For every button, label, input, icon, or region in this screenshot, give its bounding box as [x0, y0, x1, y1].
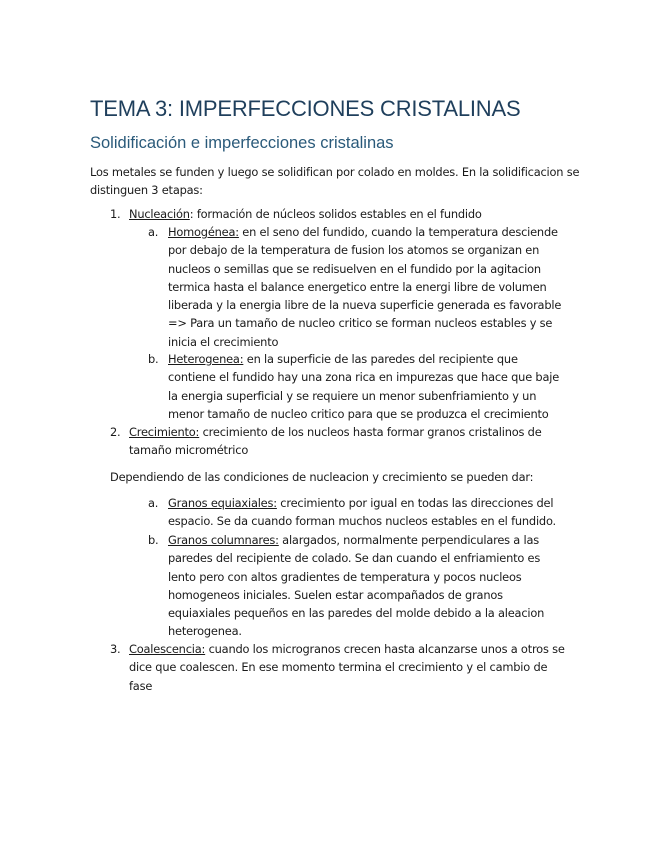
sublist-item-heterogenea: [148, 350, 568, 423]
conditions-paragraph: Dependiendo de las condiciones de nucleacion y crecimiento se pueden dar:: [110, 470, 534, 484]
list-item-nucleacion: [110, 205, 569, 223]
list-item-crecimiento: [110, 423, 569, 460]
intro-paragraph: Los metales se funden y luego se solidifican por colado en moldes. En la solidificacion se distinguen 3 etapas:: [90, 165, 580, 198]
list-letter: b.: [148, 352, 159, 366]
page-title: TEMA 3: IMPERFECCIONES CRISTALINAS: [90, 96, 521, 121]
term-nucleacion: Nucleación: [129, 207, 190, 221]
term-granos-columnares: Granos columnares:: [168, 533, 279, 547]
sublist-item-homogenea: [148, 223, 568, 351]
list-letter: a.: [148, 496, 159, 510]
grain-item-equiaxiales: [148, 494, 568, 531]
definition-granos-equiaxiales: crecimiento por igual en todas las direcciones del espacio. Se da cuando forman muchos nucleos estables en el fundido.: [168, 496, 556, 529]
grain-item-columnares: [148, 531, 568, 641]
term-crecimiento: Crecimiento:: [129, 425, 200, 439]
list-letter: b.: [148, 533, 159, 547]
term-homogenea: Homogénea:: [168, 225, 239, 239]
list-item-coalescencia: [110, 640, 569, 695]
definition-nucleacion: : formación de núcleos solidos estables en el fundido: [189, 207, 482, 221]
list-number: 3.: [110, 642, 121, 656]
definition-heterogenea: en la superficie de las paredes del recipiente que contiene el fundido hay una zona rica en impurezas que hace que baje la energia superficial y se requiere un menor subenfriamiento y un menor tamaño de nucleo critico para que se produzca el crecimiento: [168, 352, 560, 421]
list-number: 1.: [110, 207, 121, 221]
definition-homogenea: en el seno del fundido, cuando la temperatura desciende por debajo de la temperatura de fusion los atomos se organizan en nucleos o semillas que se redisuelven en el fundido por la agitacion termica hasta el balance energetico entre la energi libre de volumen liberada y la energia libre de la nueva superficie generada es favorable => Para un tamaño de nucleo critico se forman nucleos estables y se inicia el crecimiento: [168, 225, 562, 349]
definition-coalescencia: cuando los microgranos crecen hasta alcanzarse unos a otros se dice que coalescen. En ese momento termina el crecimiento y el cambio de fase: [129, 642, 565, 693]
section-subtitle: Solidificación e imperfecciones cristalinas: [90, 134, 394, 152]
term-coalescencia: Coalescencia:: [129, 642, 206, 656]
list-letter: a.: [148, 225, 159, 239]
definition-granos-columnares: alargados, normalmente perpendiculares a las paredes del recipiente de colado. Se dan cuando el enfriamiento es lento pero con altos gradientes de temperatura y pocos nucleos homogeneos iniciales. Suelen estar acompañados de granos equiaxiales pequeños en las paredes del molde debido a la aleacion heterogenea.: [168, 533, 545, 639]
term-heterogenea: Heterogenea:: [168, 352, 244, 366]
definition-crecimiento: crecimiento de los nucleos hasta formar granos cristalinos de tamaño micrométrico: [129, 425, 542, 458]
term-granos-equiaxiales: Granos equiaxiales:: [168, 496, 277, 510]
list-number: 2.: [110, 425, 121, 439]
